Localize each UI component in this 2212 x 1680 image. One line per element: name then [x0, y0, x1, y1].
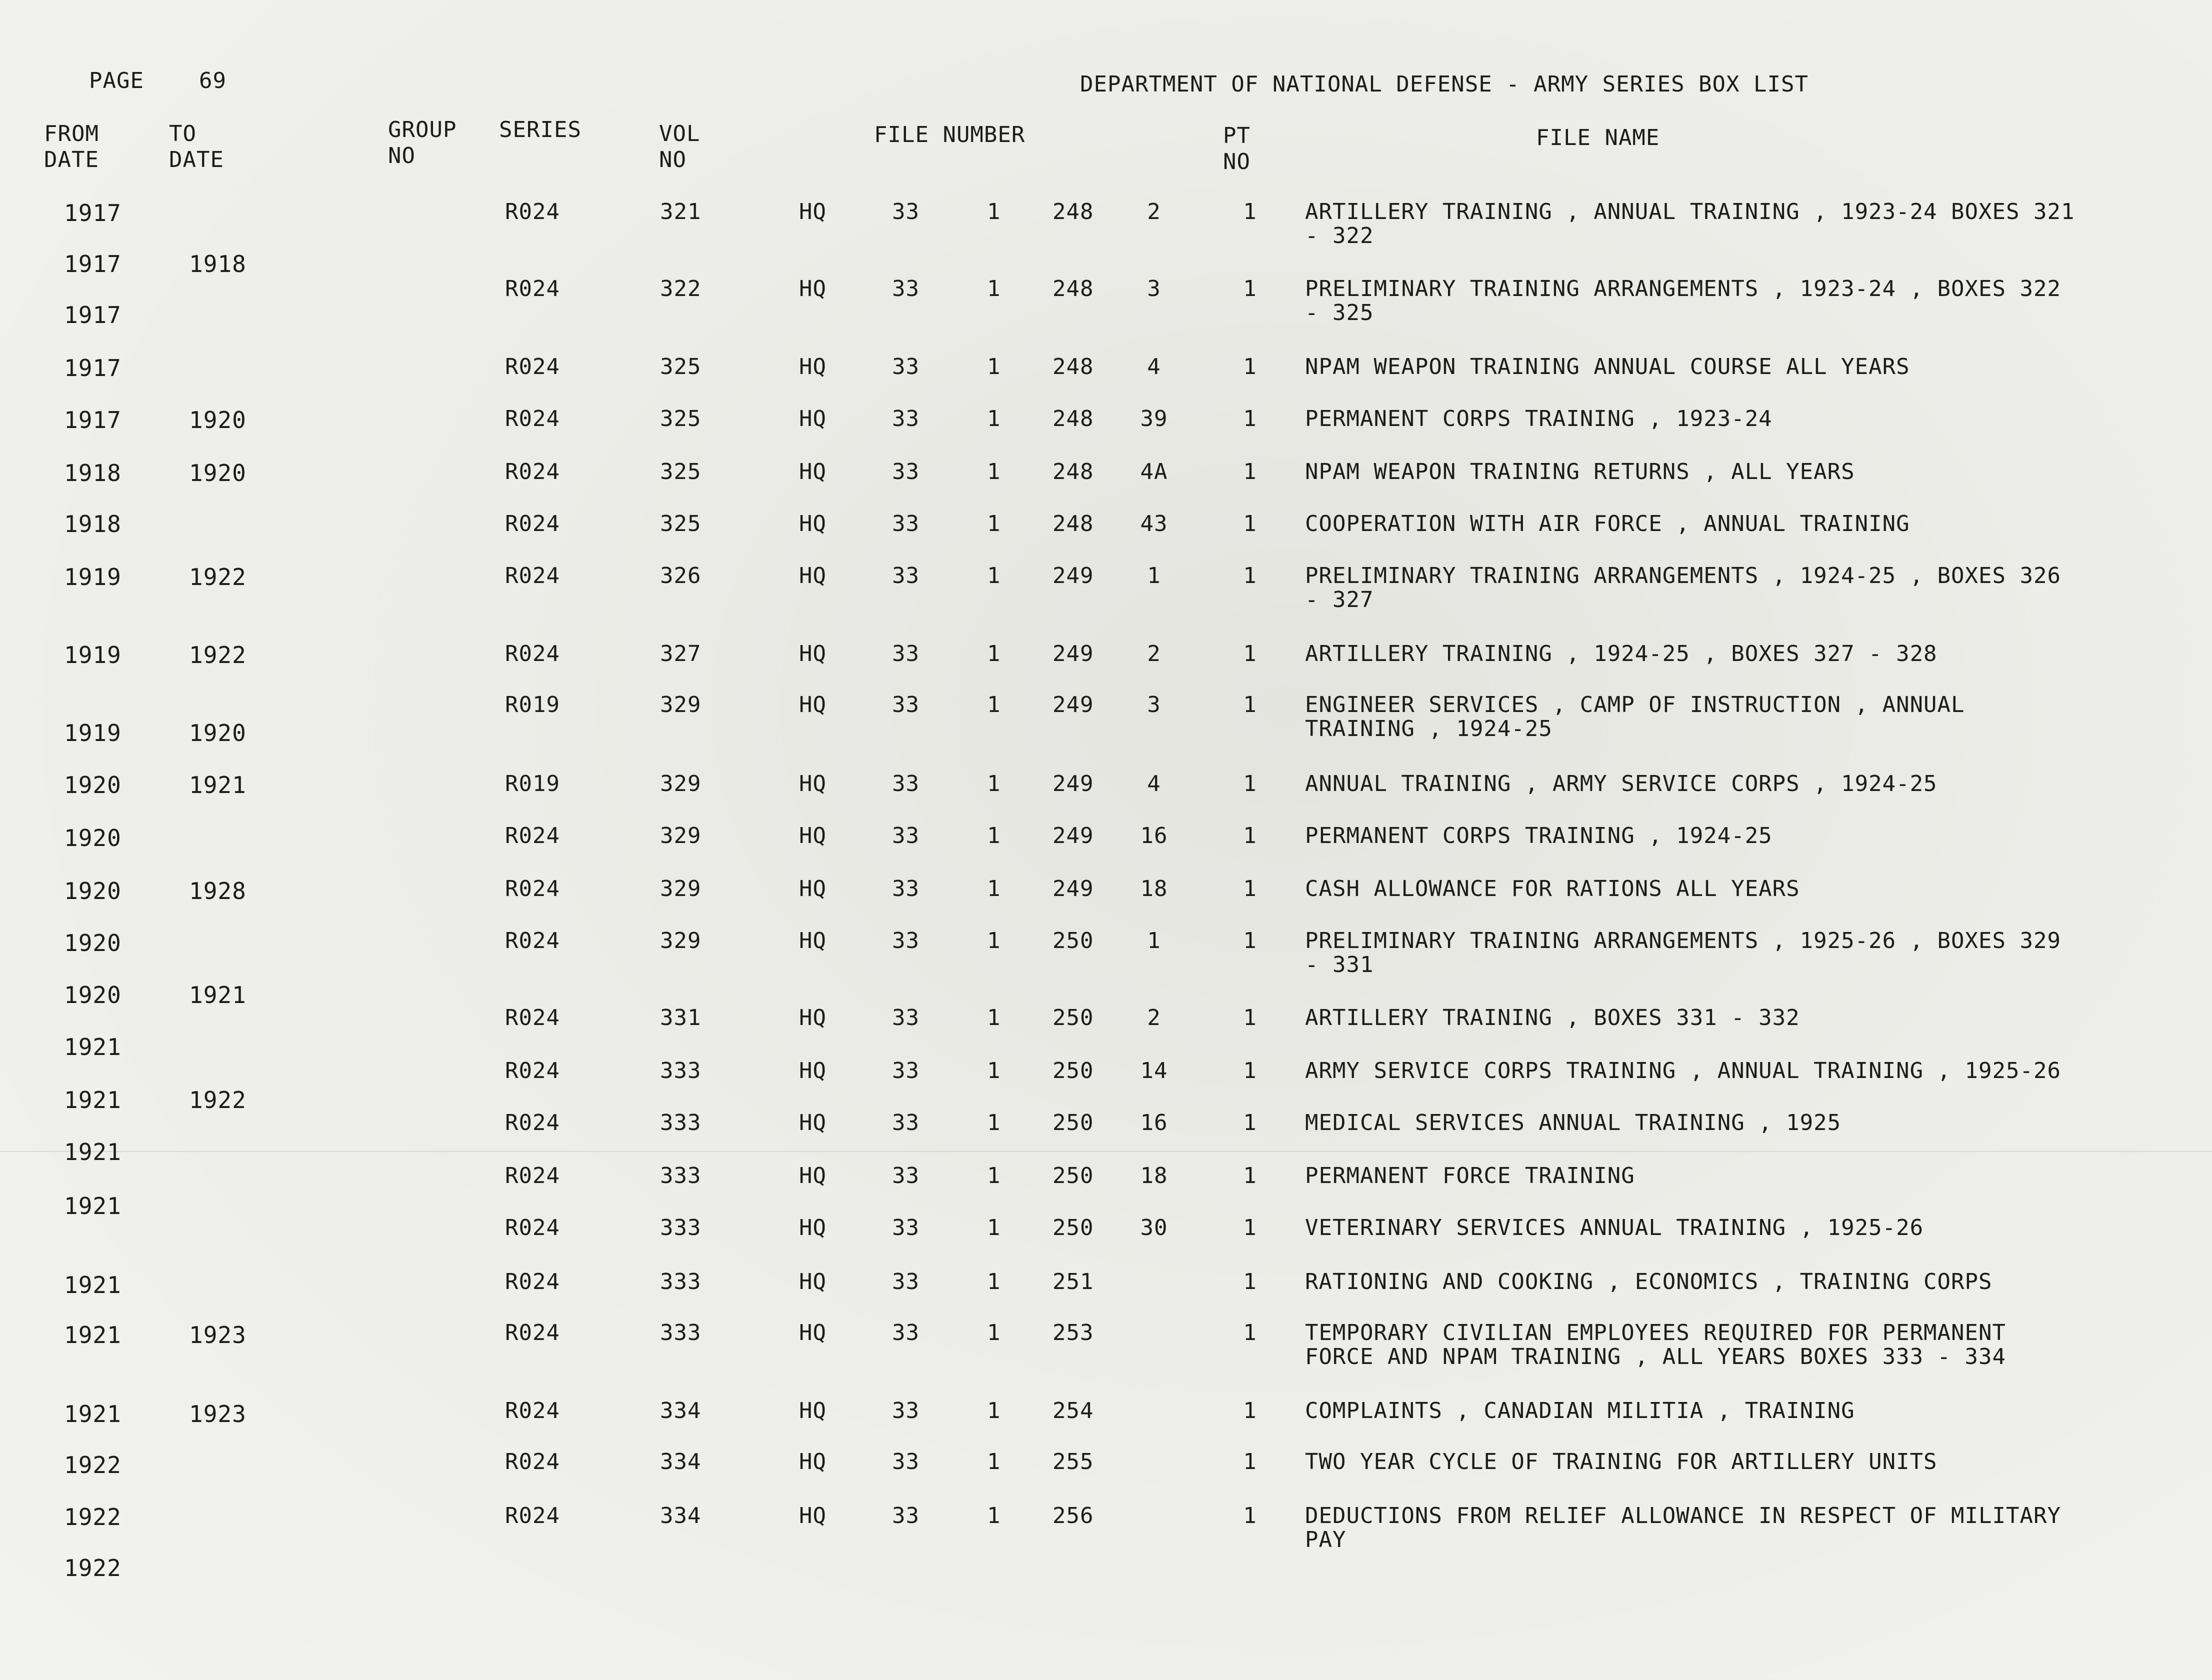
table-row: [0, 1399, 2212, 1454]
series-cell: R024: [505, 276, 560, 302]
file-number-part-cell: 256: [1052, 1503, 1094, 1528]
table-row: [0, 1111, 2212, 1166]
series-cell: R024: [505, 1269, 560, 1294]
file-number-part-cell: 1: [987, 1215, 1001, 1240]
file-number-part-cell: 250: [1052, 1215, 1094, 1240]
file-number-part-cell: 33: [892, 1163, 920, 1188]
file-number-suffix-cell: 3: [1147, 692, 1161, 718]
to-date: 1922: [189, 564, 246, 590]
series-cell: R024: [505, 354, 560, 380]
file-number-part-cell: 1: [987, 1503, 1001, 1528]
to-date: 1922: [189, 642, 246, 668]
pt-no-cell: 1: [1243, 1058, 1257, 1084]
file-number-suffix-cell: 30: [1140, 1215, 1168, 1240]
file-number-suffix-cell: 43: [1140, 511, 1168, 536]
file-number-prefix-cell: HQ: [799, 354, 826, 380]
file-number-part-cell: 1: [987, 1163, 1001, 1188]
file-number-prefix-cell: HQ: [799, 276, 826, 302]
vol-cell: 325: [660, 511, 702, 536]
file-number-part-cell: 1: [987, 511, 1001, 536]
vol-cell: 333: [660, 1163, 702, 1188]
to-date: 1921: [189, 982, 246, 1008]
table-row: [0, 407, 2212, 462]
file-number-suffix-cell: 16: [1140, 1110, 1168, 1136]
file-number-prefix-cell: HQ: [799, 823, 826, 848]
file-name-cell: NPAM WEAPON TRAINING RETURNS , ALL YEARS: [1305, 459, 1855, 484]
col-group-no-line2: NO: [388, 143, 416, 168]
file-number-suffix-cell: 14: [1140, 1058, 1168, 1084]
pt-no-cell: 1: [1243, 692, 1257, 718]
file-number-part-cell: 253: [1052, 1320, 1094, 1346]
file-number-prefix-cell: HQ: [799, 1215, 826, 1240]
pt-no-cell: 1: [1243, 641, 1257, 666]
file-number-prefix-cell: HQ: [799, 928, 826, 954]
file-number-part-cell: 1: [987, 354, 1001, 380]
series-cell: R024: [505, 1503, 560, 1528]
file-number-part-cell: 249: [1052, 823, 1094, 848]
file-number-part-cell: 250: [1052, 1005, 1094, 1030]
file-number-suffix-cell: 39: [1140, 406, 1168, 432]
col-file-name: FILE NAME: [1536, 125, 1660, 150]
file-number-part-cell: 33: [892, 354, 920, 380]
file-number-part-cell: 250: [1052, 1110, 1094, 1136]
file-name-cell: ANNUAL TRAINING , ARMY SERVICE CORPS , 1924-25: [1305, 771, 1938, 796]
file-number-part-cell: 33: [892, 199, 920, 224]
table-row: [0, 1216, 2212, 1271]
table-row: [0, 1270, 2212, 1325]
table-row: [0, 200, 2212, 255]
pt-no-cell: 1: [1243, 459, 1257, 484]
file-number-part-cell: 33: [892, 1398, 920, 1424]
pt-no-cell: 1: [1243, 406, 1257, 432]
to-date: 1918: [189, 250, 246, 278]
file-number-part-cell: 1: [987, 1058, 1001, 1084]
file-number-prefix-cell: HQ: [799, 1320, 826, 1346]
to-date: 1923: [189, 1322, 246, 1348]
vol-cell: 327: [660, 641, 702, 666]
file-number-part-cell: 249: [1052, 692, 1094, 718]
vol-cell: 333: [660, 1269, 702, 1294]
file-number-part-cell: 33: [892, 823, 920, 848]
table-row: [0, 929, 2212, 984]
file-name-cell: ENGINEER SERVICES , CAMP OF INSTRUCTION , ANNUAL TRAINING , 1924-25: [1305, 692, 1965, 742]
pt-no-cell: 1: [1243, 1163, 1257, 1188]
file-number-part-cell: 250: [1052, 928, 1094, 954]
from-date: 1922: [64, 1554, 122, 1582]
file-number-suffix-cell: 2: [1147, 1005, 1161, 1030]
file-number-suffix-cell: 18: [1140, 876, 1168, 902]
file-name-cell: TEMPORARY CIVILIAN EMPLOYEES REQUIRED FOR PERMANENT FORCE AND NPAM TRAINING , ALL YEARS BOXES 333 - 334: [1305, 1320, 2006, 1370]
file-number-suffix-cell: 16: [1140, 823, 1168, 848]
table-row: [0, 1504, 2212, 1559]
file-number-part-cell: 1: [987, 928, 1001, 954]
file-number-prefix-cell: HQ: [799, 1398, 826, 1424]
series-cell: R024: [505, 406, 560, 432]
table-row: [0, 642, 2212, 697]
file-number-part-cell: 248: [1052, 276, 1094, 302]
pt-no-cell: 1: [1243, 823, 1257, 848]
table-row: [0, 1164, 2212, 1219]
file-number-part-cell: 1: [987, 199, 1001, 224]
page-label: PAGE: [89, 68, 144, 94]
from-date: 1917: [64, 200, 122, 226]
file-number-prefix-cell: HQ: [799, 1005, 826, 1030]
table-row: [0, 1059, 2212, 1114]
vol-cell: 334: [660, 1398, 702, 1424]
series-cell: R024: [505, 1163, 560, 1188]
from-date: 1917: [64, 250, 122, 278]
file-number-part-cell: 1: [987, 876, 1001, 902]
table-row: [0, 1450, 2212, 1505]
series-cell: R024: [505, 1058, 560, 1084]
table-row: [0, 1006, 2212, 1061]
vol-cell: 325: [660, 354, 702, 380]
pt-no-cell: 1: [1243, 563, 1257, 588]
from-date: 1917: [64, 302, 122, 328]
vol-cell: 329: [660, 771, 702, 796]
pt-no-cell: 1: [1243, 928, 1257, 954]
pt-no-cell: 1: [1243, 511, 1257, 536]
file-number-part-cell: 33: [892, 876, 920, 902]
file-number-part-cell: 248: [1052, 459, 1094, 484]
file-number-part-cell: 250: [1052, 1058, 1094, 1084]
series-cell: R024: [505, 1110, 560, 1136]
from-date: 1919: [64, 564, 122, 590]
file-number-part-cell: 249: [1052, 876, 1094, 902]
pt-no-cell: 1: [1243, 354, 1257, 380]
pt-no-cell: 1: [1243, 1110, 1257, 1136]
file-name-cell: PRELIMINARY TRAINING ARRANGEMENTS , 1925-26 , BOXES 329 - 331: [1305, 928, 2061, 978]
file-name-cell: CASH ALLOWANCE FOR RATIONS ALL YEARS: [1305, 876, 1800, 902]
vol-cell: 325: [660, 459, 702, 484]
series-cell: R024: [505, 511, 560, 536]
file-number-part-cell: 249: [1052, 771, 1094, 796]
col-from-date-line1: FROM: [44, 121, 99, 146]
pt-no-cell: 1: [1243, 1005, 1257, 1030]
from-date: 1920: [64, 824, 122, 852]
file-number-prefix-cell: HQ: [799, 771, 826, 796]
file-number-part-cell: 33: [892, 276, 920, 302]
file-number-part-cell: 33: [892, 406, 920, 432]
series-cell: R024: [505, 459, 560, 484]
file-number-part-cell: 249: [1052, 641, 1094, 666]
file-number-part-cell: 1: [987, 771, 1001, 796]
table-row: [0, 512, 2212, 567]
from-date: 1922: [64, 1452, 122, 1478]
col-pt-no-line2: NO: [1223, 149, 1250, 174]
from-date: 1918: [64, 460, 122, 486]
file-number-prefix-cell: HQ: [799, 1110, 826, 1136]
table-row: [0, 277, 2212, 332]
series-cell: R019: [505, 692, 560, 718]
file-number-part-cell: 33: [892, 1503, 920, 1528]
file-number-part-cell: 1: [987, 459, 1001, 484]
from-date: 1919: [64, 642, 122, 668]
vol-cell: 334: [660, 1503, 702, 1528]
file-number-prefix-cell: HQ: [799, 641, 826, 666]
file-number-prefix-cell: HQ: [799, 876, 826, 902]
file-number-part-cell: 1: [987, 1398, 1001, 1424]
from-date: 1922: [64, 1504, 122, 1530]
file-number-prefix-cell: HQ: [799, 406, 826, 432]
from-date: 1918: [64, 510, 122, 538]
to-date: 1920: [189, 406, 246, 434]
file-number-suffix-cell: 2: [1147, 199, 1161, 224]
file-name-cell: RATIONING AND COOKING , ECONOMICS , TRAINING CORPS: [1305, 1269, 1992, 1294]
file-number-suffix-cell: 1: [1147, 563, 1161, 588]
file-number-part-cell: 1: [987, 641, 1001, 666]
file-number-suffix-cell: 1: [1147, 928, 1161, 954]
table-row: [0, 564, 2212, 619]
table-row: [0, 877, 2212, 932]
file-name-cell: PERMANENT FORCE TRAINING: [1305, 1163, 1635, 1188]
file-number-part-cell: 1: [987, 1449, 1001, 1474]
to-date: 1921: [189, 772, 246, 798]
vol-cell: 329: [660, 876, 702, 902]
file-name-cell: ARTILLERY TRAINING , 1924-25 , BOXES 327 - 328: [1305, 641, 1938, 666]
vol-cell: 325: [660, 406, 702, 432]
file-number-prefix-cell: HQ: [799, 199, 826, 224]
vol-cell: 321: [660, 199, 702, 224]
series-cell: R024: [505, 1398, 560, 1424]
pt-no-cell: 1: [1243, 1449, 1257, 1474]
file-number-part-cell: 33: [892, 459, 920, 484]
from-date: 1920: [64, 878, 122, 904]
file-number-part-cell: 1: [987, 406, 1001, 432]
file-name-cell: TWO YEAR CYCLE OF TRAINING FOR ARTILLERY UNITS: [1305, 1449, 1938, 1474]
from-date: 1921: [64, 1322, 122, 1348]
file-number-part-cell: 1: [987, 563, 1001, 588]
vol-cell: 333: [660, 1320, 702, 1346]
from-date: 1920: [64, 772, 122, 798]
document-title: DEPARTMENT OF NATIONAL DEFENSE - ARMY SERIES BOX LIST: [1080, 72, 1808, 97]
file-number-suffix-cell: 4: [1147, 771, 1161, 796]
file-number-prefix-cell: HQ: [799, 511, 826, 536]
table-row: [0, 824, 2212, 879]
series-cell: R024: [505, 1215, 560, 1240]
col-vol-no-line1: VOL: [659, 121, 700, 146]
vol-cell: 331: [660, 1005, 702, 1030]
from-date: 1921: [64, 1400, 122, 1428]
file-number-part-cell: 1: [987, 276, 1001, 302]
file-number-part-cell: 251: [1052, 1269, 1094, 1294]
file-name-cell: MEDICAL SERVICES ANNUAL TRAINING , 1925: [1305, 1110, 1842, 1136]
file-number-prefix-cell: HQ: [799, 563, 826, 588]
file-number-part-cell: 33: [892, 771, 920, 796]
vol-cell: 333: [660, 1058, 702, 1084]
vol-cell: 326: [660, 563, 702, 588]
series-cell: R024: [505, 641, 560, 666]
file-number-part-cell: 33: [892, 1449, 920, 1474]
pt-no-cell: 1: [1243, 276, 1257, 302]
file-number-part-cell: 248: [1052, 199, 1094, 224]
table-row: [0, 1321, 2212, 1376]
file-number-part-cell: 33: [892, 1320, 920, 1346]
from-date: 1921: [64, 1272, 122, 1298]
vol-cell: 329: [660, 823, 702, 848]
series-cell: R024: [505, 1449, 560, 1474]
from-date: 1917: [64, 406, 122, 434]
file-number-part-cell: 33: [892, 1110, 920, 1136]
col-file-number: FILE NUMBER: [874, 122, 1026, 148]
file-number-prefix-cell: HQ: [799, 1058, 826, 1084]
file-number-part-cell: 248: [1052, 354, 1094, 380]
file-name-cell: PRELIMINARY TRAINING ARRANGEMENTS , 1923-24 , BOXES 322 - 325: [1305, 276, 2061, 326]
series-cell: R024: [505, 876, 560, 902]
file-number-prefix-cell: HQ: [799, 1449, 826, 1474]
pt-no-cell: 1: [1243, 199, 1257, 224]
file-number-part-cell: 1: [987, 1269, 1001, 1294]
vol-cell: 334: [660, 1449, 702, 1474]
file-name-cell: PERMANENT CORPS TRAINING , 1923-24: [1305, 406, 1772, 432]
col-vol-no-line2: NO: [659, 147, 686, 172]
col-from-date-line2: DATE: [44, 147, 99, 172]
file-number-part-cell: 33: [892, 1269, 920, 1294]
vol-cell: 333: [660, 1110, 702, 1136]
col-to-date-line2: DATE: [169, 147, 224, 172]
to-date: 1920: [189, 460, 246, 486]
series-cell: R024: [505, 563, 560, 588]
table-row: [0, 460, 2212, 515]
file-number-part-cell: 255: [1052, 1449, 1094, 1474]
series-cell: R024: [505, 823, 560, 848]
col-to-date-line1: TO: [169, 121, 196, 146]
file-number-part-cell: 254: [1052, 1398, 1094, 1424]
series-cell: R019: [505, 771, 560, 796]
vol-cell: 333: [660, 1215, 702, 1240]
vol-cell: 329: [660, 692, 702, 718]
to-date: 1923: [189, 1400, 246, 1428]
file-number-part-cell: 248: [1052, 511, 1094, 536]
from-date: 1919: [64, 720, 122, 746]
file-number-prefix-cell: HQ: [799, 1503, 826, 1528]
file-name-cell: PRELIMINARY TRAINING ARRANGEMENTS , 1924-25 , BOXES 326 - 327: [1305, 563, 2061, 612]
file-name-cell: COOPERATION WITH AIR FORCE , ANNUAL TRAINING: [1305, 511, 1910, 536]
to-date: 1922: [189, 1086, 246, 1114]
file-name-cell: DEDUCTIONS FROM RELIEF ALLOWANCE IN RESPECT OF MILITARY PAY: [1305, 1503, 2061, 1552]
file-number-prefix-cell: HQ: [799, 1163, 826, 1188]
vol-cell: 322: [660, 276, 702, 302]
file-name-cell: COMPLAINTS , CANADIAN MILITIA , TRAINING: [1305, 1398, 1855, 1424]
file-number-prefix-cell: HQ: [799, 692, 826, 718]
from-date: 1920: [64, 930, 122, 956]
file-number-part-cell: 33: [892, 1005, 920, 1030]
from-date: 1917: [64, 354, 122, 382]
table-row: [0, 772, 2212, 827]
file-number-prefix-cell: HQ: [799, 459, 826, 484]
file-number-part-cell: 1: [987, 692, 1001, 718]
series-cell: R024: [505, 199, 560, 224]
file-number-suffix-cell: 3: [1147, 276, 1161, 302]
file-name-cell: ARTILLERY TRAINING , BOXES 331 - 332: [1305, 1005, 1800, 1030]
file-number-suffix-cell: 4: [1147, 354, 1161, 380]
file-number-part-cell: 1: [987, 1005, 1001, 1030]
pt-no-cell: 1: [1243, 876, 1257, 902]
from-date: 1921: [64, 1034, 122, 1060]
page-number: 69: [199, 68, 226, 94]
file-number-suffix-cell: 2: [1147, 641, 1161, 666]
table-row: [0, 355, 2212, 410]
pt-no-cell: 1: [1243, 1215, 1257, 1240]
pt-no-cell: 1: [1243, 1320, 1257, 1346]
pt-no-cell: 1: [1243, 1398, 1257, 1424]
file-number-part-cell: 250: [1052, 1163, 1094, 1188]
file-number-part-cell: 1: [987, 1320, 1001, 1346]
from-date: 1920: [64, 982, 122, 1008]
file-number-part-cell: 33: [892, 928, 920, 954]
vol-cell: 329: [660, 928, 702, 954]
pt-no-cell: 1: [1243, 1269, 1257, 1294]
file-number-suffix-cell: 18: [1140, 1163, 1168, 1188]
series-cell: R024: [505, 1320, 560, 1346]
from-date: 1921: [64, 1138, 122, 1166]
file-number-part-cell: 248: [1052, 406, 1094, 432]
file-number-part-cell: 33: [892, 511, 920, 536]
series-cell: R024: [505, 928, 560, 954]
table-row: [0, 693, 2212, 748]
from-date: 1921: [64, 1192, 122, 1220]
file-number-part-cell: 33: [892, 692, 920, 718]
file-number-part-cell: 33: [892, 1058, 920, 1084]
file-number-part-cell: 1: [987, 1110, 1001, 1136]
file-number-prefix-cell: HQ: [799, 1269, 826, 1294]
file-name-cell: PERMANENT CORPS TRAINING , 1924-25: [1305, 823, 1772, 848]
file-name-cell: VETERINARY SERVICES ANNUAL TRAINING , 1925-26: [1305, 1215, 1924, 1240]
series-cell: R024: [505, 1005, 560, 1030]
from-date: 1921: [64, 1086, 122, 1114]
file-number-suffix-cell: 4A: [1140, 459, 1168, 484]
file-number-part-cell: 33: [892, 1215, 920, 1240]
file-number-part-cell: 1: [987, 823, 1001, 848]
file-number-part-cell: 33: [892, 563, 920, 588]
to-date: 1928: [189, 878, 246, 904]
col-group-no-line1: GROUP: [388, 117, 457, 142]
file-name-cell: NPAM WEAPON TRAINING ANNUAL COURSE ALL YEARS: [1305, 354, 1910, 380]
file-name-cell: ARMY SERVICE CORPS TRAINING , ANNUAL TRAINING , 1925-26: [1305, 1058, 2061, 1084]
col-series: SERIES: [499, 117, 582, 142]
file-number-part-cell: 33: [892, 641, 920, 666]
to-date: 1920: [189, 720, 246, 746]
pt-no-cell: 1: [1243, 1503, 1257, 1528]
col-pt-no-line1: PT: [1223, 123, 1250, 148]
file-name-cell: ARTILLERY TRAINING , ANNUAL TRAINING , 1923-24 BOXES 321 - 322: [1305, 199, 2075, 248]
file-number-part-cell: 249: [1052, 563, 1094, 588]
pt-no-cell: 1: [1243, 771, 1257, 796]
